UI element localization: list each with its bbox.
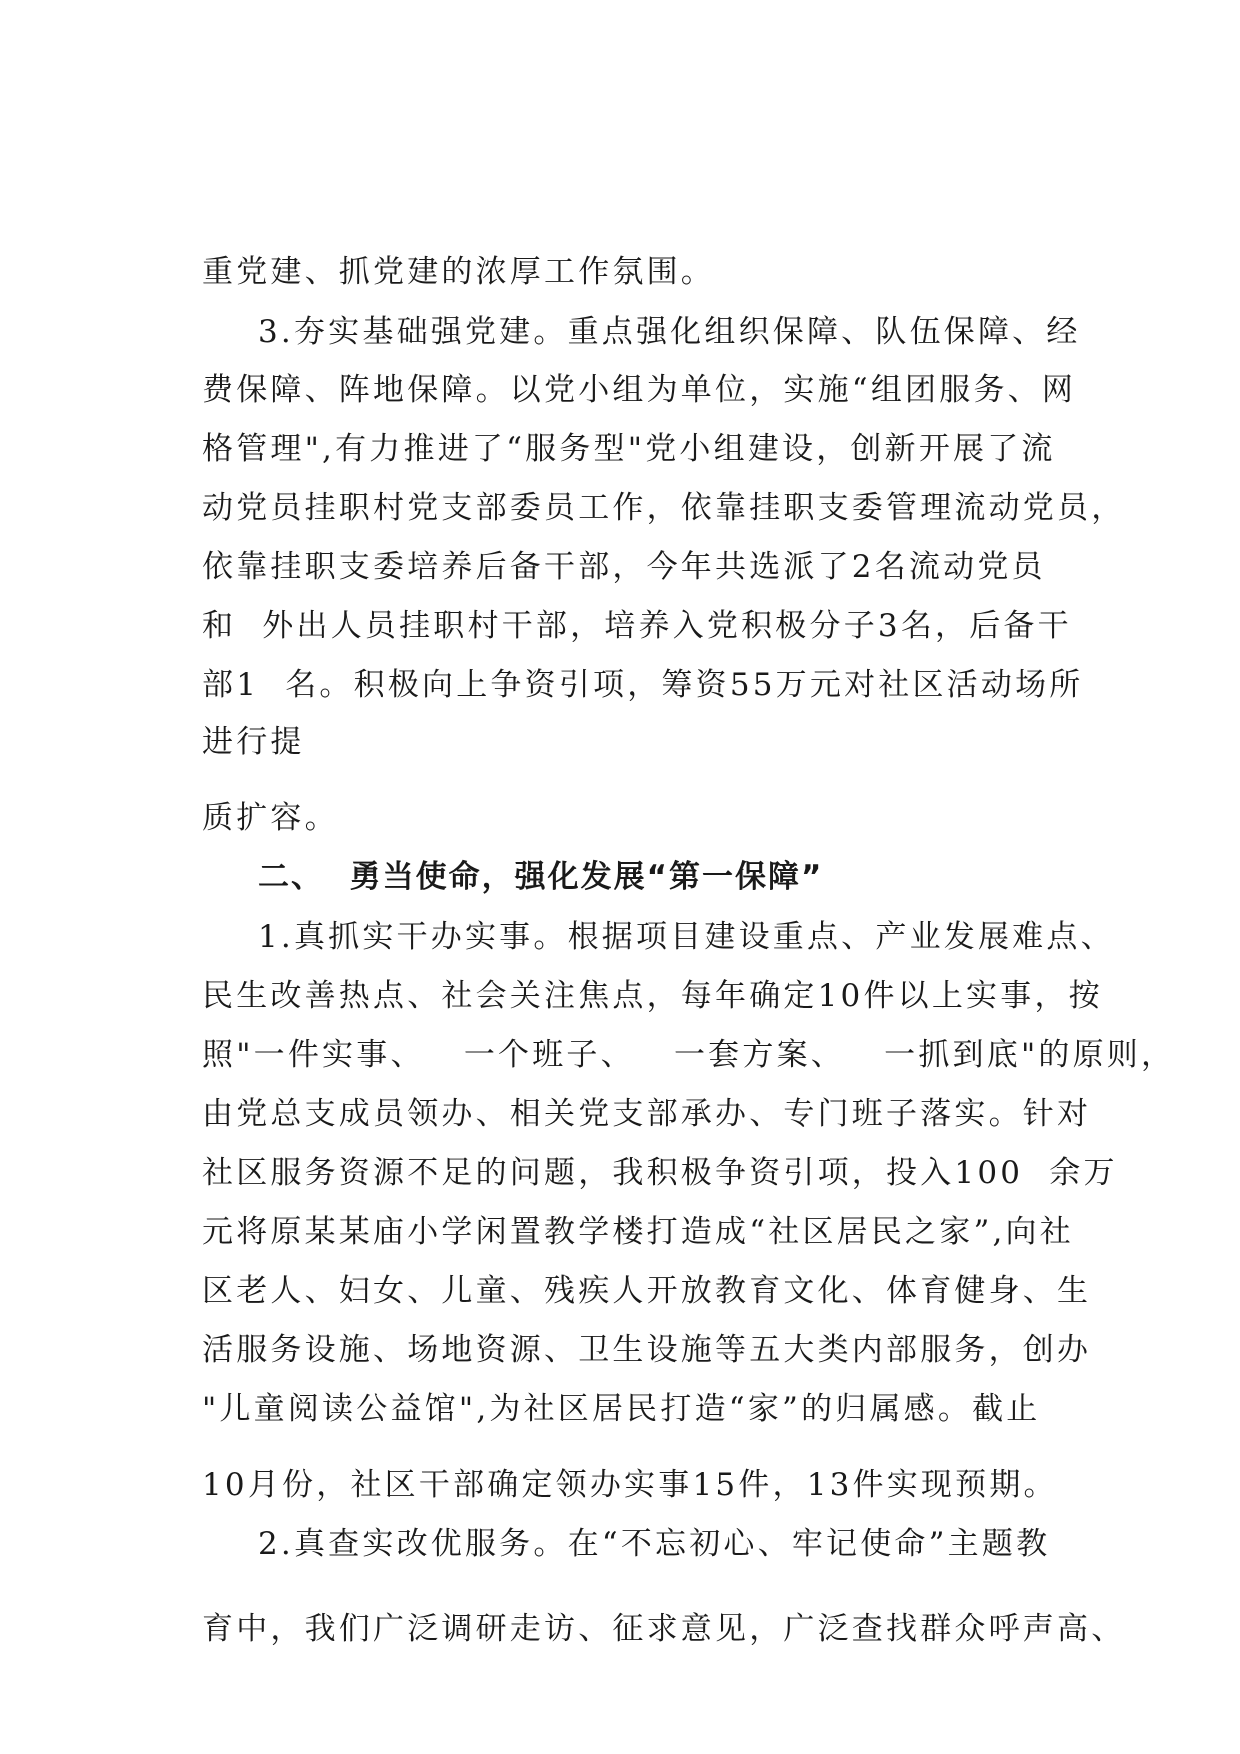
text-line: 质扩容。: [202, 800, 339, 836]
text-line: 费保障、阵地保障。以党小组为单位，实施“组团服务、网: [202, 372, 1077, 408]
text-line: 重党建、抓党建的浓厚工作氛围。: [202, 254, 715, 290]
text-line: 元将原某某庙小学闲置教学楼打造成“社区居民之家”,向社: [202, 1214, 1074, 1250]
text-line: 进行提: [202, 724, 305, 760]
text-line: 育中，我们广泛调研走访、征求意见，广泛查找群众呼声高、: [202, 1611, 1126, 1647]
text-line: 民生改善热点、社会关注焦点，每年确定10件以上实事，按: [202, 978, 1103, 1014]
text-line: 活服务设施、场地资源、卫生设施等五大类内部服务，创办: [202, 1332, 1092, 1368]
text-line: 由党总支成员领办、相关党支部承办、专门班子落实。针对: [202, 1096, 1092, 1132]
text-line: 格管理",有力推进了“服务型"党小组建设，创新开展了流: [202, 431, 1056, 467]
text-line: 社区服务资源不足的问题，我积极争资引项，投入100 余万: [202, 1155, 1118, 1191]
text-line: "儿童阅读公益馆",为社区居民打造“家”的归属感。截止: [202, 1391, 1041, 1427]
text-line: 3.夯实基础强党建。重点强化组织保障、队伍保障、经: [258, 314, 1081, 350]
section-heading: 二、 勇当使命，强化发展“第一保障”: [258, 859, 824, 895]
text-line: 2.真查实改优服务。在“不忘初心、牢记使命”主题教: [258, 1526, 1051, 1562]
text-line: 1.真抓实干办实事。根据项目建设重点、产业发展难点、: [258, 919, 1115, 955]
text-line: 动党员挂职村党支部委员工作，依靠挂职支委管理流动党员，: [202, 490, 1126, 526]
text-line: 照"一件实事、 一个班子、 一套方案、 一抓到底"的原则，: [202, 1037, 1176, 1073]
text-line: 和 外出人员挂职村干部，培养入党积极分子3名，后备干: [202, 608, 1072, 644]
text-line: 区老人、妇女、儿童、残疾人开放教育文化、体育健身、生: [202, 1273, 1092, 1309]
text-line: 10月份，社区干部确定领办实事15件，13件实现预期。: [202, 1467, 1058, 1503]
text-line: 部1 名。积极向上争资引项，筹资55万元对社区活动场所: [202, 667, 1084, 703]
text-line: 依靠挂职支委培养后备干部，今年共选派了2名流动党员: [202, 549, 1046, 585]
